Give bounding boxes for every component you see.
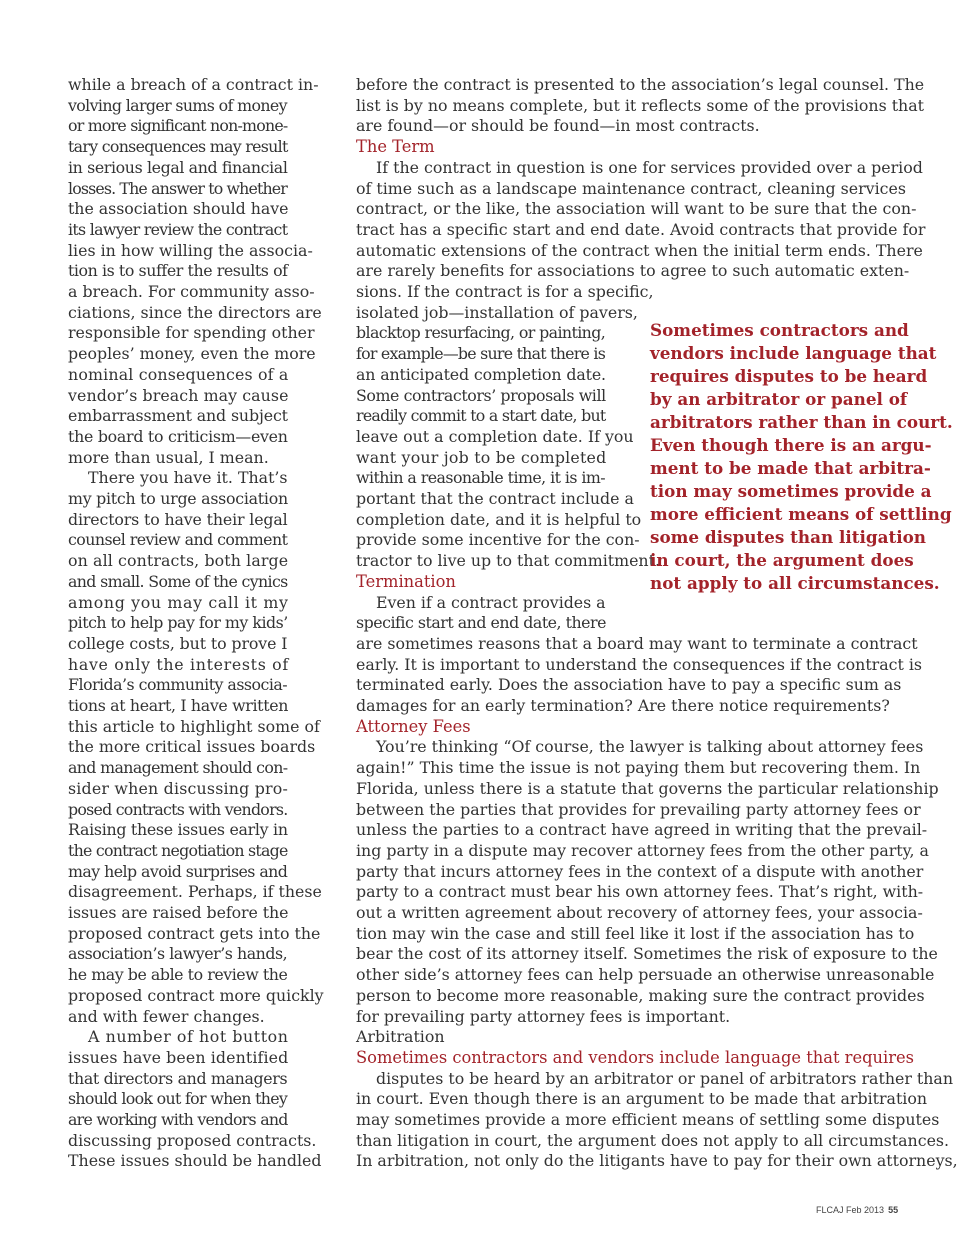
body-text-line: bear the cost of its attorney itself. Sometimes the risk of exposure to the <box>356 944 938 964</box>
body-text-line: Arbitration <box>356 1027 445 1047</box>
left-text-line: its lawyer review the contract <box>68 219 288 239</box>
body-text-line: are rarely benefits for associations to agree to such automatic exten- <box>356 261 910 281</box>
body-text-line: completion date, and it is helpful to <box>356 509 642 529</box>
pull-quote-line: Even though there is an argu- <box>650 435 932 455</box>
left-text-line: pitch to help pay for my kids’ <box>68 613 288 633</box>
left-text-line: discussing proposed contracts. <box>68 1130 317 1150</box>
body-text-line: between the parties that provides for prevailing party attorney fees or <box>356 799 921 819</box>
left-text-line: posed contracts with vendors. <box>68 799 288 819</box>
body-text-line: Even if a contract provides a <box>376 592 606 612</box>
left-text-line: the board to criticism—even <box>68 426 288 446</box>
body-text-line: are sometimes reasons that a board may want to terminate a contract <box>356 633 918 653</box>
body-text-line: damages for an early termination? Are there notice requirements? <box>356 696 890 715</box>
section-heading: Attorney Fees <box>356 716 471 736</box>
left-text-line: while a breach of a contract in- <box>68 75 319 94</box>
page-footer <box>816 1205 898 1215</box>
body-text-line: are found—or should be found—in most contracts. <box>356 116 760 136</box>
left-text-line: the more critical issues boards <box>68 737 316 757</box>
pull-quote-line: arbitrators rather than in court. <box>650 412 953 432</box>
section-heading: The Term <box>356 137 435 157</box>
left-text-line: more than usual, I mean. <box>68 447 269 467</box>
left-text-line: Florida’s community associa- <box>68 675 288 695</box>
left-text-line: directors to have their legal <box>68 509 288 529</box>
left-text-line: proposed contract more quickly <box>68 985 324 1005</box>
body-text-line: terminated early. Does the association have to pay a specific sum as <box>356 675 902 695</box>
left-text-line: on all contracts, both large <box>68 551 289 571</box>
body-text-line: unless the parties to a contract have agreed in writing that the prevail- <box>356 820 928 840</box>
pull-quote-line: ment to be made that arbitra- <box>650 458 931 478</box>
left-text-line: that directors and managers <box>68 1068 288 1088</box>
left-text-line: and management should con- <box>68 758 288 778</box>
left-text-line: tions at heart, I have written <box>68 696 289 715</box>
left-text-line: have only the interests of <box>68 654 289 674</box>
left-text-line: issues have been identified <box>68 1047 289 1067</box>
body-text-line: want your job to be completed <box>356 447 607 467</box>
body-text-line: Florida, unless there is a statute that governs the particular relationship <box>356 778 939 798</box>
section-heading: Termination <box>356 571 456 591</box>
left-text-line: ciations, since the directors are <box>68 302 322 322</box>
left-text-line: college costs, but to prove I <box>68 633 288 653</box>
body-text-line: tract has a specific start and end date. Avoid contracts that provide for <box>356 219 926 239</box>
body-text-line: provide some incentive for the con- <box>356 530 640 550</box>
body-text-line: than litigation in court, the argument does not apply to all circumstances. <box>356 1130 950 1150</box>
left-text-line: tary consequences may result <box>68 137 288 157</box>
body-text-line: list is by no means complete, but it reflects some of the provisions that <box>356 95 924 115</box>
left-text-line: responsible for spending other <box>68 323 315 343</box>
left-text-line: issues are raised before the <box>68 903 289 922</box>
body-text-line: contract, or the like, the association will want to be sure that the con- <box>356 199 917 219</box>
body-text-line: specific start and end date, there <box>356 613 606 633</box>
left-text-line: association’s lawyer’s hands, <box>68 944 288 964</box>
body-text-line: leave out a completion date. If you <box>356 426 634 446</box>
left-text-line: this article to highlight some of <box>68 716 320 736</box>
left-text-line: embarrassment and subject <box>68 406 288 426</box>
pull-quote-line: in court, the argument does <box>650 550 914 570</box>
body-text-line: other side’s attorney fees can help persuade an otherwise unreasonable <box>356 965 935 985</box>
body-text-line: If the contract in question is one for services provided over a period <box>376 157 923 177</box>
pull-quote-line: more efficient means of settling <box>650 504 952 524</box>
left-text-line: a breach. For community asso- <box>68 282 315 301</box>
pull-quote-line: not apply to all circumstances. <box>650 573 940 593</box>
body-text-line: tractor to live up to that commitment. <box>356 551 660 571</box>
body-text-line: sions. If the contract is for a specific, <box>356 282 654 301</box>
left-text-line: lies in how willing the associa- <box>68 240 313 260</box>
footer-publication: FLCAJ <box>816 1205 844 1215</box>
body-text-line: in court. Even though there is an argument to be made that arbitration <box>356 1089 928 1109</box>
left-text-line: losses. The answer to whether <box>68 178 287 198</box>
page-number: 55 <box>888 1205 899 1215</box>
body-text-line: automatic extensions of the contract when the initial term ends. There <box>356 240 923 260</box>
left-text-line: proposed contract gets into the <box>68 923 321 943</box>
body-text-line: portant that the contract include a <box>356 489 634 508</box>
body-text-line: blacktop resurfacing, or painting, <box>356 323 606 343</box>
left-text-line: These issues should be handled <box>68 1151 322 1171</box>
left-text-line: tion is to suffer the results of <box>68 261 288 281</box>
left-text-line: are working with vendors and <box>68 1110 288 1129</box>
pull-quote-line: vendors include language that <box>650 343 937 363</box>
body-text-line: ing party in a dispute may recover attorney fees from the other party, a <box>356 840 929 860</box>
left-text-line: the association should have <box>68 199 289 219</box>
body-text-line: within a reasonable time, it is im- <box>356 468 606 488</box>
section-heading: Sometimes contractors and vendors include language that requires <box>356 1047 914 1067</box>
left-text-line: may help avoid surprises and <box>68 861 288 881</box>
body-text-line: may sometimes provide a more efficient means of settling some disputes <box>356 1110 940 1129</box>
footer-issue: Feb 2013 <box>846 1205 885 1215</box>
left-text-line: nominal consequences of a <box>68 364 289 384</box>
left-text-line: A number of hot button <box>88 1027 289 1047</box>
left-text-line: or more significant non-mone- <box>68 116 288 136</box>
body-text-line: person to become more reasonable, making sure the contract provides <box>356 985 925 1005</box>
body-text-line: for example—be sure that there is <box>356 344 606 364</box>
body-text-line: readily commit to a start date, but <box>356 406 606 426</box>
pull-quote-line: some disputes than litigation <box>650 527 926 547</box>
pull-quote-line: by an arbitrator or panel of <box>650 389 908 409</box>
body-text-line: an anticipated completion date. <box>356 364 606 384</box>
left-text-line: peoples’ money, even the more <box>68 344 316 364</box>
left-text-line: among you may call it my <box>68 592 289 612</box>
left-text-line: and with fewer changes. <box>68 1006 265 1026</box>
left-text-line: my pitch to urge association <box>68 489 288 508</box>
left-text-line: counsel review and comment <box>68 530 288 550</box>
body-text-line: again!” This time the issue is not paying them but recovering them. In <box>356 758 921 778</box>
left-text-line: and small. Some of the cynics <box>68 571 288 591</box>
left-text-line: the contract negotiation stage <box>68 840 288 860</box>
body-text-line: Some contractors’ proposals will <box>356 385 606 405</box>
body-text-line: isolated job—installation of pavers, <box>356 302 638 322</box>
left-text-line: disagreement. Perhaps, if these <box>68 882 322 902</box>
left-text-line: vendor’s breach may cause <box>68 385 289 405</box>
left-text-line: There you have it. That’s <box>88 468 288 488</box>
left-text-line: should look out for when they <box>68 1089 288 1109</box>
left-text-line: in serious legal and financial <box>68 157 288 177</box>
pull-quote-line: requires disputes to be heard <box>650 366 928 386</box>
left-text-line: Raising these issues early in <box>68 820 288 840</box>
body-text-line: early. It is important to understand the consequences if the contract is <box>356 654 923 674</box>
left-text-line: sider when discussing pro- <box>68 778 289 798</box>
left-text-line: he may be able to review the <box>68 965 288 985</box>
body-text-line: You’re thinking “Of course, the lawyer is talking about attorney fees <box>376 737 924 757</box>
body-text-line: for prevailing party attorney fees is important. <box>356 1006 731 1026</box>
left-text-line: volving larger sums of money <box>68 95 287 115</box>
body-text-line: of time such as a landscape maintenance contract, cleaning services <box>356 178 906 198</box>
body-text-line: tion may win the case and still feel like it lost if the association has to <box>356 923 915 943</box>
body-text-line: In arbitration, not only do the litigants have to pay for their own attorneys, <box>356 1151 958 1171</box>
body-text-line: disputes to be heard by an arbitrator or panel of arbitrators rather than <box>376 1068 954 1088</box>
body-text-line: before the contract is presented to the association’s legal counsel. The <box>356 75 925 94</box>
pull-quote-line: tion may sometimes provide a <box>650 481 932 501</box>
body-text-line: party to a contract must bear his own attorney fees. That’s right, with- <box>356 882 924 902</box>
body-text-line: out a written agreement about recovery of attorney fees, your associa- <box>356 903 923 922</box>
body-text-line: party that incurs attorney fees in the context of a dispute with another <box>356 861 924 881</box>
pull-quote-line: Sometimes contractors and <box>650 320 909 340</box>
